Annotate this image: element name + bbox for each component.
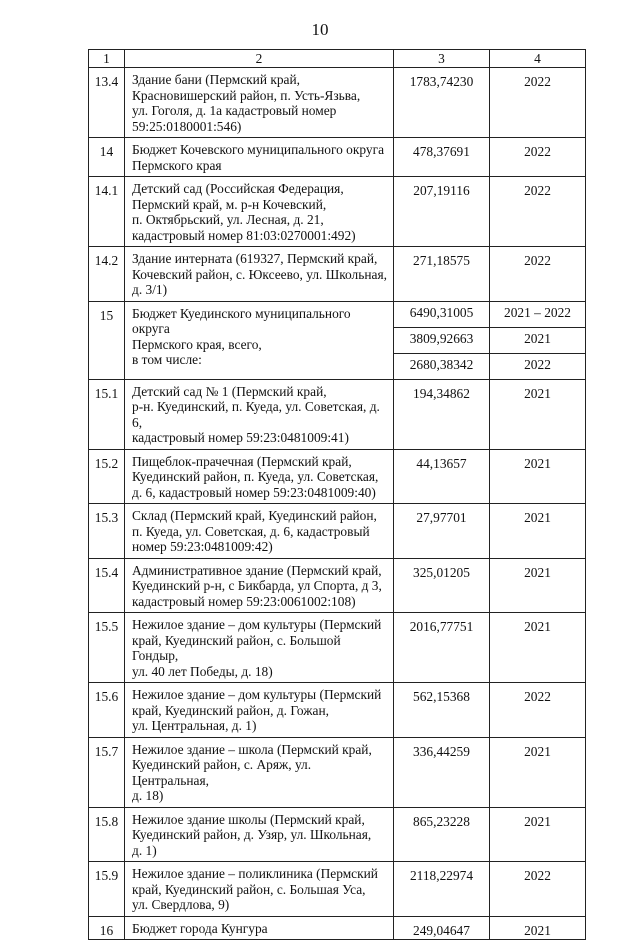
- row-amount: 249,04647: [394, 916, 490, 940]
- row-number: 15: [89, 301, 125, 379]
- table-row: [89, 138, 586, 177]
- row-number: 15.5: [89, 613, 125, 683]
- row-year-total: 2021 – 2022: [490, 301, 586, 327]
- row-number: 15.9: [89, 862, 125, 917]
- table-row: [89, 683, 586, 738]
- row-year: 2022: [490, 862, 586, 917]
- row-amount-total: 6490,31005: [394, 301, 490, 327]
- header-cell-4: 4: [490, 50, 586, 68]
- table-row: [89, 449, 586, 504]
- row-year-sub: 2021: [490, 327, 586, 353]
- row-amount: 271,18575: [394, 247, 490, 302]
- row-name: Пищеблок-прачечная (Пермский край, Куединский район, п. Куеда, ул. Советская, д. 6, кадастровый номер 59:23:0481009:40): [125, 449, 394, 504]
- row-name: Склад (Пермский край, Куединский район, п. Куеда, ул. Советская, д. 6, кадастровый номер 59:23:0481009:42): [125, 504, 394, 559]
- row-number: 16: [89, 916, 125, 940]
- row-amount: 336,44259: [394, 737, 490, 807]
- budget-table: [88, 49, 586, 940]
- row-year: 2021: [490, 558, 586, 613]
- row-amount: 194,34862: [394, 379, 490, 449]
- row-number: 15.7: [89, 737, 125, 807]
- row-year: 2022: [490, 247, 586, 302]
- row-name: Бюджет Куединского муниципального округа Пермского края, всего, в том числе:: [125, 301, 394, 379]
- row-amount: 1783,74230: [394, 68, 490, 138]
- table-row: [89, 68, 586, 138]
- row-number: 15.3: [89, 504, 125, 559]
- table-row: [89, 862, 586, 917]
- row-name: Здание интерната (619327, Пермский край, Кочевский район, с. Юксеево, ул. Школьная, д. 3/1): [125, 247, 394, 302]
- row-name: Нежилое здание школы (Пермский край, Куединский район, д. Узяр, ул. Школьная, д. 1): [125, 807, 394, 862]
- row-number: 13.4: [89, 68, 125, 138]
- row-name: Детский сад (Российская Федерация, Пермский край, м. р-н Кочевский, п. Октябрьский, ул. Лесная, д. 21, кадастровый номер 81:03:0270001:492): [125, 177, 394, 247]
- row-number: 15.6: [89, 683, 125, 738]
- row-amount-sub: 3809,92663: [394, 327, 490, 353]
- row-number: 14: [89, 138, 125, 177]
- table-row: [89, 737, 586, 807]
- row-amount: 478,37691: [394, 138, 490, 177]
- table-row: [89, 558, 586, 613]
- row-name: Нежилое здание – поликлиника (Пермский край, Куединский район, с. Большая Уса, ул. Свердлова, 9): [125, 862, 394, 917]
- table-row: [89, 504, 586, 559]
- table-row: [89, 247, 586, 302]
- table-row: [89, 916, 586, 940]
- row-year: 2022: [490, 177, 586, 247]
- table-row: [89, 613, 586, 683]
- row-name: Бюджет Кочевского муниципального округа Пермского края: [125, 138, 394, 177]
- row-number: 15.2: [89, 449, 125, 504]
- row-amount: 2118,22974: [394, 862, 490, 917]
- row-amount: 562,15368: [394, 683, 490, 738]
- row-amount: 865,23228: [394, 807, 490, 862]
- page-number: 10: [311, 20, 329, 39]
- header-cell-3: 3: [394, 50, 490, 68]
- row-number: 14.2: [89, 247, 125, 302]
- table-row: [89, 379, 586, 449]
- table-row: [89, 807, 586, 862]
- row-amount-sub: 2680,38342: [394, 353, 490, 379]
- row-year: 2021: [490, 504, 586, 559]
- row-number: 15.4: [89, 558, 125, 613]
- row-name: Бюджет города Кунгура: [125, 916, 394, 940]
- row-amount: 207,19116: [394, 177, 490, 247]
- table-row: [89, 301, 586, 327]
- row-number: 15.1: [89, 379, 125, 449]
- row-year: 2022: [490, 68, 586, 138]
- row-amount: 27,97701: [394, 504, 490, 559]
- row-year-sub: 2022: [490, 353, 586, 379]
- row-name: Детский сад № 1 (Пермский край, р-н. Куединский, п. Куеда, ул. Советская, д. 6, кадастровый номер 59:23:0481009:41): [125, 379, 394, 449]
- header-cell-1: 1: [89, 50, 125, 68]
- row-year: 2021: [490, 449, 586, 504]
- row-year: 2021: [490, 916, 586, 940]
- row-amount: 2016,77751: [394, 613, 490, 683]
- row-name: Нежилое здание – дом культуры (Пермский край, Куединский район, с. Большой Гондыр, ул. 40 лет Победы, д. 18): [125, 613, 394, 683]
- row-year: 2021: [490, 807, 586, 862]
- row-amount: 325,01205: [394, 558, 490, 613]
- row-name: Нежилое здание – дом культуры (Пермский край, Куединский район, д. Гожан, ул. Центральная, д. 1): [125, 683, 394, 738]
- header-row: [89, 50, 586, 68]
- row-year: 2021: [490, 737, 586, 807]
- header-cell-2: 2: [125, 50, 394, 68]
- row-name: Административное здание (Пермский край, Куединский р-н, с Бикбарда, ул Спорта, д 3, кадастровый номер 59:23:0061002:108): [125, 558, 394, 613]
- row-amount: 44,13657: [394, 449, 490, 504]
- row-name: Нежилое здание – школа (Пермский край, Куединский район, с. Аряж, ул. Центральная, д. 18): [125, 737, 394, 807]
- table-row: [89, 177, 586, 247]
- row-year: 2021: [490, 613, 586, 683]
- row-year: 2021: [490, 379, 586, 449]
- row-year: 2022: [490, 138, 586, 177]
- row-number: 15.8: [89, 807, 125, 862]
- row-name: Здание бани (Пермский край, Красновишерский район, п. Усть-Язьва, ул. Гоголя, д. 1а кадастровый номер 59:25:0180001:546): [125, 68, 394, 138]
- row-number: 14.1: [89, 177, 125, 247]
- row-year: 2022: [490, 683, 586, 738]
